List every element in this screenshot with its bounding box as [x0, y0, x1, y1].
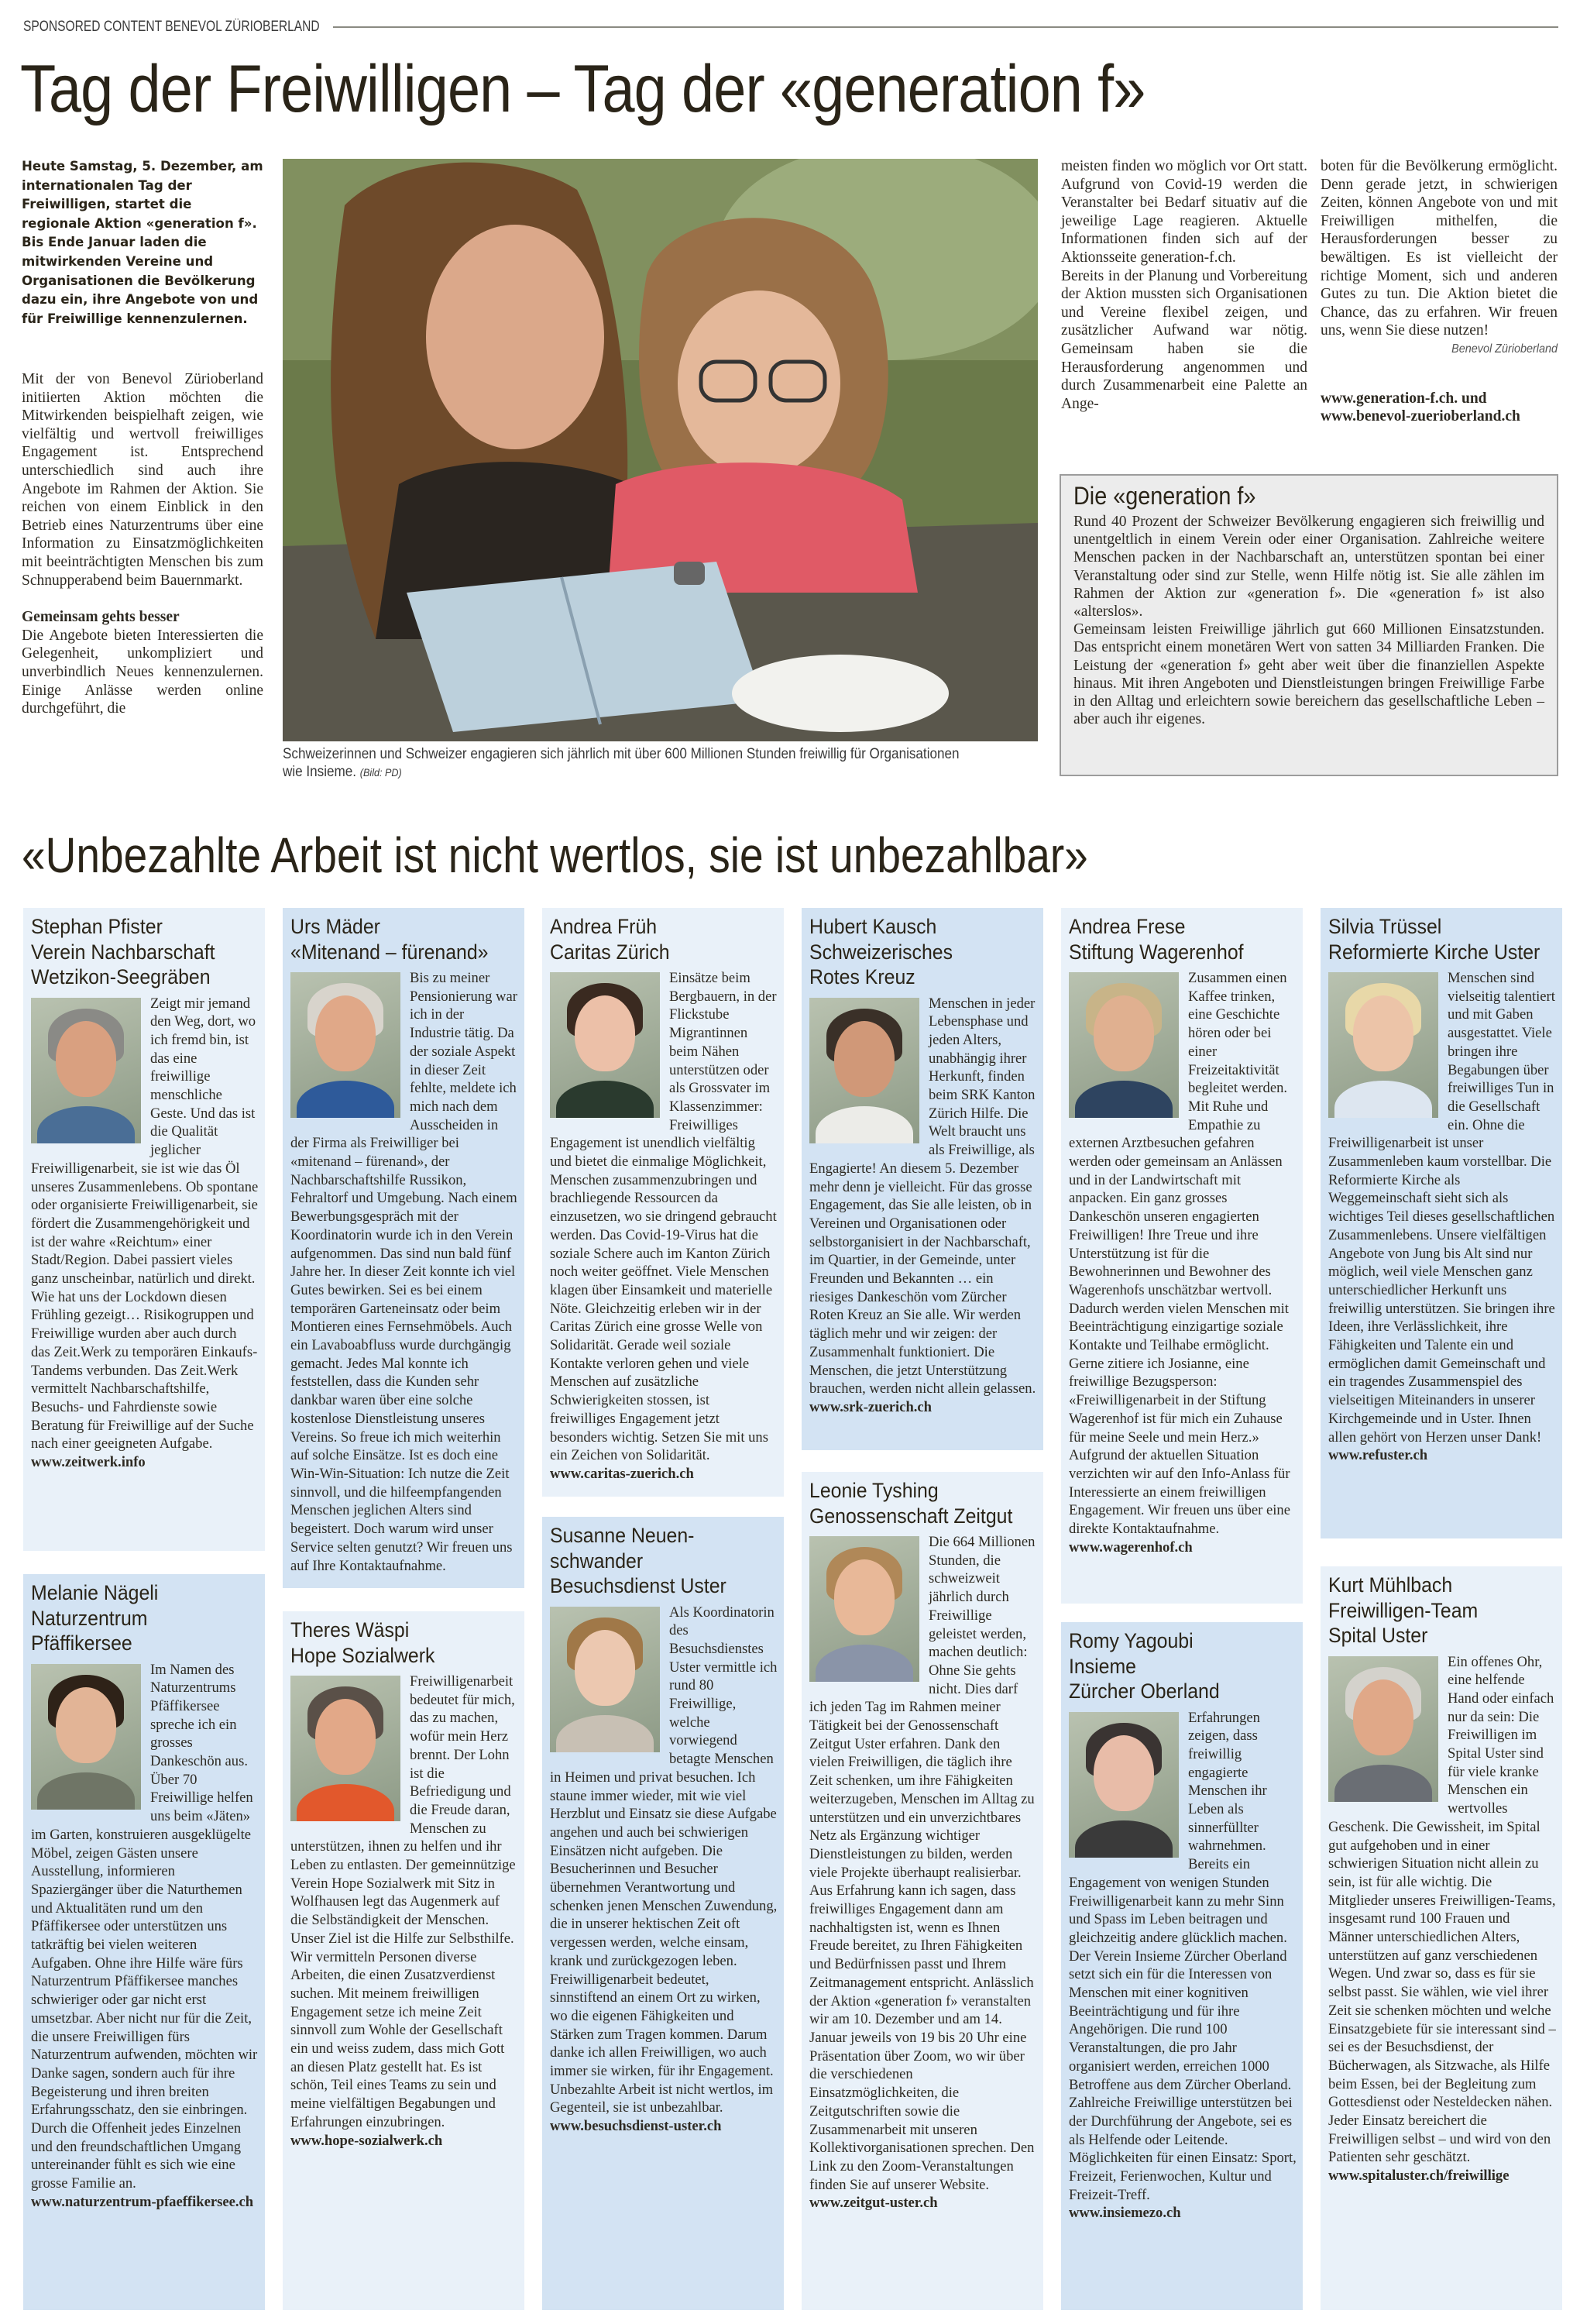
testimonial-card [542, 908, 784, 1497]
card-text: Erfahrungen zeigen, dass freiwillig engagierte Menschen ihr Leben als sinnerfüllter wahrnehmen. Bereits ein Engagement von wenigen Stunden Freiwilligenarbeit kann zu mehr Sinn und Spass im Leben beitragen und gleichzeitig andere glücklich machen. Der Verein Insieme Zürcher Oberland setzt sich ein für die Interessen von Menschen mit einer kognitiven Beeinträchtigung und für ihre Angehörigen. Die rund 100 Veranstaltungen, die pro Jahr organisiert werden, erreichen 1000 Betroffene aus dem Zürcher Oberland. Zahlreiche Freiwillige unterstützen bei der Durchführung der Angebote, sei es als Helfende oder Leitende. Möglichkeiten für einen Einsatz: Sport, Freizeit, Ferienwochen, Kultur und Freizeit-Treff. www.insiemezo.ch [1069, 1709, 1297, 2222]
portrait-photo [550, 972, 660, 1118]
portrait-photo [809, 998, 919, 1143]
organization-name: Hope Sozialwerk [290, 1643, 435, 1667]
portrait-face [315, 1699, 376, 1775]
card-link[interactable]: www.naturzentrum-pfaeffikersee.ch [31, 2193, 254, 2210]
person-name: Andrea Frese [1069, 915, 1186, 938]
portrait-face [1094, 995, 1154, 1071]
intro-paragraph: boten für die Bevölkerung ermöglicht. Denn gerade jetzt, in schwierigen Zeiten, können Angebote von und mit Freiwilligen mithelfen, die Herausforderungen besser zu bewältigen. Es ist vielleicht der richtige Moment, sich und anderen Gutes zu tun. Die Aktion bietet die Chance, das zu erfahren. Wir freuen uns, wenn Sie diese nutzen! [1321, 158, 1558, 339]
portrait-face [56, 1687, 116, 1763]
card-heading [550, 914, 759, 964]
card-heading [1069, 1628, 1278, 1704]
card-text: Im Namen des Naturzentrums Pfäffikersee spreche ich ein grosses Dankeschön aus. Über 70 Freiwillige helfen uns beim «Jäten» im Garten, konstruieren ausgeklügelte Möbel, zeigen Gästen unsere Ausstellung, informieren Spaziergänger über die Naturthemen und Aktualitäten rund um den Pfäffikersee oder unterstützen uns tatkräftig bei vielen weiteren Aufgaben. Ohne ihre Hilfe wäre fürs Naturzentrum Pfäffikersee manches schwieriger oder gar nicht erst umsetzbar. Aber nicht nur für die Zeit, die unsere Freiwilligen fürs Naturzentrum aufwenden, möchten wir Danke sagen, sondern auch für ihre Begeisterung und ihren breiten Erfahrungsschatz, den sie einbringen. Durch die Offenheit jedes Einzelnen und den freundschaftlichen Umgang untereinander fühlt es sich wie eine grosse Familie an. www.naturzentrum-pfaeffikersee.ch [31, 1661, 258, 2210]
person-name: Leonie Tyshing [809, 1479, 939, 1502]
portrait-photo [1069, 972, 1179, 1118]
portrait-face [575, 995, 635, 1071]
card-link[interactable]: www.hope-sozialwerk.ch [290, 2132, 443, 2149]
card-text: Freiwilligenarbeit bedeutet für mich, das zu machen, wofür mein Herz brennt. Der Lohn ist die Befriedigung und die Freude daran, Menschen zu unterstützen, ihnen zu helfen und ihr Leben zu entlasten. Der gemeinnützige Verein Hope Sozialwerk mit Sitz in Wolfhausen legt das Augenmerk auf die Selbständigkeit der Menschen. Unser Ziel ist die Hilfe zur Selbsthilfe. Wir vermitteln Personen diverse Arbeiten, die einen Zusatzverdienst suchen. Mit meinem freiwilligen Engagement setze ich meine Zeit sinnvoll zum Wohle der Gesellschaft ein und weiss zudem, dass mich Gott an diesen Platz gestellt hat. Es ist schön, Teil eines Teams zu sein und meine vielfältigen Begabungen und Erfahrungen einzubringen. www.hope-sozialwerk.ch [290, 1673, 516, 2149]
person-name: Romy Yagoubi [1069, 1629, 1194, 1652]
page-title: Tag der Freiwilligen – Tag der «generation f» [20, 52, 1146, 126]
section-kicker: SPONSORED CONTENT BENEVOL ZÜRIOBERLAND [23, 19, 320, 35]
generation-f-infobox [1060, 474, 1558, 776]
person-name: Hubert Kausch [809, 915, 937, 938]
kicker-rule [333, 26, 1558, 28]
person-name: Stephan Pfister [31, 915, 163, 938]
portrait-photo [31, 998, 141, 1143]
intro-subheading: Gemeinsam gehts besser [22, 609, 180, 626]
testimonial-card [283, 908, 524, 1588]
intro-column-3 [1061, 157, 1307, 413]
person-name: Silvia Trüssel [1328, 915, 1442, 938]
infobox-paragraph: Rund 40 Prozent der Schweizer Bevölkerung engagieren sich freiwillig und unentgeltlich in einem Verein oder einer Organisation. Zahlreiche weitere Menschen packen in der Nachbarschaft an, unterstützen spontan bei einer Veranstaltung oder sind zur Stelle, wenn Hilfe nötig ist. Sie alle zählen im Rahmen der Aktion zur «generation f». Die «generation f» ist also «alterslos». [1073, 514, 1544, 621]
person-name: Urs Mäder [290, 915, 380, 938]
intro-column-1 [22, 370, 263, 718]
portrait-shirt [37, 1772, 135, 1810]
organization-name: Rotes Kreuz [809, 965, 915, 988]
portrait-photo [31, 1664, 141, 1810]
portrait-photo [1069, 1712, 1179, 1858]
person-name: Kurt Mühlbach [1328, 1573, 1453, 1597]
portrait-photo [1328, 972, 1438, 1118]
portrait-photo [809, 1536, 919, 1682]
testimonial-card [1321, 908, 1562, 1538]
portrait-photo [290, 1676, 400, 1821]
organization-name: Naturzentrum [31, 1606, 148, 1630]
portrait-face [575, 1630, 635, 1706]
person-name: Theres Wäspi [290, 1618, 410, 1642]
volunteers-photo-illustration [283, 159, 1038, 741]
card-text: Als Koordinatorin des Besuchsdienstes Uster vermittle ich rund 80 Freiwillige, welche vorwiegend betagte Menschen in Heimen und privat besuchen. Ich staune immer wieder, mit wie viel Herzblut und Einsatz sie diese Aufgabe angehen und auch bei schwierigen Einsätzen nicht aufgeben. Die Besucherinnen und Besucher übernehmen Verantwortung und schenken jenen Menschen Zuwendung, die in unserer hektischen Zeit oft vergessen werden, welche einsam, krank und zurückgezogen leben. Freiwilligenarbeit bedeutet, sinnstiftend an einem Ort zu wirken, wo die eigenen Fähigkeiten und Stärken zum Tragen kommen. Darum danke ich allen Freiwilligen, wo auch immer sie wirken, für ihr Engagement. Unbezahlte Arbeit ist nicht wertlos, im Gegenteil, sie ist unbezahlbar. www.besuchsdienst-uster.ch [550, 1604, 778, 2135]
card-text: Zusammen einen Kaffee trinken, eine Geschichte hören oder bei einer Freizeitaktivität begleitet werden. Mit Ruhe und Empathie zu externen Arztbesuchen gefahren werden oder gemeinsam an Anlässen und in der Landwirtschaft mit anpacken. Ein ganz grosses Dankeschön unseren engagierten Freiwilligen! Ihre Treue und ihre Unterstützung ist für die Bewohnerinnen und Bewohner des Wagerenhofs unschätzbar wertvoll. Dadurch werden vielen Menschen mit Beeinträchtigung einzigartige soziale Kontakte und Teilhabe ermöglicht. Gerne zitiere ich Josianne, eine freiwillige Bezugsperson: «Freiwilligenarbeit in der Stiftung Wagerenhof ist für mich ein Zuhause für meine Seele und mein Herz.» Aufgrund der aktuellen Situation verzichten wir auf den Info-Anlass für Interessierte an einem freiwilligen Engagement. Wir freuen uns über eine direkte Kontaktaufnahme. www.wagerenhof.ch [1069, 970, 1290, 1556]
portrait-face [1094, 1735, 1154, 1811]
intro-column-4 [1321, 157, 1558, 426]
card-heading [809, 1478, 1018, 1528]
card-heading [31, 914, 240, 990]
card-link[interactable]: www.zeitgut-uster.ch [809, 2195, 938, 2212]
organization-name: Schweizerisches [809, 940, 953, 964]
testimonial-card [23, 1574, 265, 2310]
portrait-shirt [1334, 1765, 1432, 1802]
card-link[interactable]: www.wagerenhof.ch [1069, 1538, 1193, 1556]
card-link[interactable]: www.refuster.ch [1328, 1447, 1428, 1464]
card-text: Einsätze beim Bergbauern, in der Flickstube Migrantinnen beim Nähen unterstützen oder als Grossvater im Klassenzimmer: Freiwilliges Engagement ist unendlich vielfältig und bietet die einmalige Möglichkeit, Menschen zusammenzubringen und brachliegende Ressourcen da einzusetzen, wo sie dringend gebraucht werden. Das Covid-19-Virus hat die soziale Schere auch im Kanton Zürich noch weiter geöffnet. Viele Menschen klagen über Einsamkeit und materielle Nöte. Gleichzeitig erleben wir in der Caritas Zürich eine grosse Welle von Solidarität. Gerade weil soziale Kontakte verloren gehen und viele Menschen auf zusätzliche Schwierigkeiten stossen, ist freiwilliges Engagement jetzt besonders wichtig. Setzen Sie mit uns ein Zeichen von Solidarität. www.caritas-zuerich.ch [550, 970, 777, 1482]
intro-paragraph: Mit der von Benevol Zürioberland initiierten Aktion möchten die Mitwirkenden beispielhaft zeigen, wie vielfältig und wertvoll freiwilliges Engagement ist. Entsprechend unterschiedlich sind auch ihre Angebote im Rahmen der Aktion. Sie reichen von einem Einblick in den Betrieb eines Naturzentrums über eine Information zu Einsatzmöglichkeiten mit beeinträchtigten Menschen bis zum Schnupperabend beim Bauernmarkt. [22, 371, 263, 589]
card-link[interactable]: www.srk-zuerich.ch [809, 1398, 933, 1415]
card-heading [809, 914, 1018, 990]
portrait-photo [290, 972, 400, 1118]
portrait-shirt [297, 1784, 394, 1821]
caption-text: Schweizerinnen und Schweizer engagieren sich jährlich mit über 600 Millionen Stunden freiwillig für Organisationen wie Insieme. [283, 746, 960, 780]
intro-links[interactable]: www.generation-f.ch. und www.benevol-zuerioberland.ch [1321, 390, 1520, 425]
portrait-shirt [816, 1106, 913, 1143]
infobox-paragraph: Gemeinsam leisten Freiwillige jährlich gut 660 Millionen Einsatzstunden. Das entspricht einem monetären Wert von satten 34 Milliarden Franken. Die Leistung der «generation f» geht aber weit über die finanziellen Aspekte hinaus. Mit ihren Angeboten und Dienstleistungen bringen Freiwillige Farbe in den Alltag und erleichtern sowie bereichern das gesellschaftliche Leben – aber auch ihr eigenes. [1073, 621, 1544, 728]
portrait-face [1353, 995, 1413, 1071]
card-text: Menschen sind vielseitig talentiert und mit Gaben ausgestattet. Viele bringen ihre Begabungen über freiwilliges Tun in die Gesellschaft ein. Ohne die Freiwilligenarbeit ist unser Zusammenleben kaum vorstellbar. Die Reformierte Kirche als Weggemeinschaft sieht sich als wichtiges Teil dieses gesellschaftlichen Zusammenlebens. Unsere vielfältigen Angebote von Jung bis Alt sind nur möglich, weil viele Menschen ganz unterschiedlicher Herkunft uns freiwillig unterstützen. Sie bringen ihre Ideen, ihre Verlässlichkeit, ihre Fähigkeiten und Talente ein und ermöglichen damit Gemeinschaft und ein tragendes Zusammenspiel des vielseitigen Miteinanders in unserer Kirchgemeinde und in Uster. Ihnen allen gehört von Herzen unser Dank! www.refuster.ch [1328, 970, 1555, 1464]
organization-name: Stiftung Wagerenhof [1069, 940, 1244, 964]
photo-caption [283, 745, 963, 782]
organization-name: schwander [550, 1549, 644, 1573]
card-text: Bis zu meiner Pensionierung war ich in der Industrie tätig. Da der soziale Aspekt in dieser Zeit fehlte, meldete ich mich nach dem Ausscheiden in der Firma als Freiwilliger bei «mitenand – fürenand», der Nachbarschaftshilfe Russikon, Fehraltorf und Umgebung. Nach einem Bewerbungsgespräch mit der Koordinatorin wurde ich in den Verein aufgenommen. Das sind nun bald fünf Jahre her. In dieser Zeit konnte ich viel Gutes bewirken. Sei es bei einem temporären Garteneinsatz oder beim Montieren eines Fernsehmöbels. Auch ein Lavaboabfluss wurde durchgängig gemacht. Jedes Mal konnte ich feststellen, dass die Kunden sehr dankbar waren über eine solche kostenlose Dienstleistung unseres Vereins. So freue ich mich weiterhin auf solche Einsätze. Ist es doch eine Win-Win-Situation: Ich nutze die Zeit sinnvoll, und die hilfeempfangenden Menschen jeglichen Alters sind begeistert. Doch warum wird unser Service selten genutzt? Wir freuen uns auf Ihre Kontaktaufnahme. [290, 970, 517, 1574]
testimonial-card [802, 1472, 1043, 2310]
portrait-face [56, 1021, 116, 1097]
card-heading [1328, 1573, 1537, 1648]
person-name: Andrea Früh [550, 915, 658, 938]
organization-name: Caritas Zürich [550, 940, 670, 964]
card-text: Menschen in jeder Lebensphase und jeden Alters, unabhängig ihrer Herkunft, finden beim SRK Kanton Zürich Hilfe. Die Welt braucht uns als Freiwillige, als Engagierte! An diesem 5. Dezember mehr denn je vielleicht. Für das grosse Engagement, das Sie alle leisten, ob in Vereinen und Organisationen oder selbstorganisiert in der Nachbarschaft, im Quartier, in der Gemeinde, unter Freunden und Bekannten … ein riesiges Dankeschön vom Zürcher Roten Kreuz an Sie alle. Wir werden täglich mehr und wir zeigen: der Zusammenhalt funktioniert. Die Menschen, die jetzt Unterstützung brauchen, werden nicht allein gelassen. www.srk-zuerich.ch [809, 995, 1036, 1415]
testimonial-card [23, 908, 265, 1551]
intro-paragraph: Bereits in der Planung und Vorbereitung der Aktion mussten sich Organisationen und Vereine flexibel zeigen, und zusätzlicher Aufwand war nötig. Gemeinsam haben sie die Herausforderung angenommen und durch Zusammenarbeit eine Palette an Ange- [1061, 267, 1307, 412]
organization-name: Reformierte Kirche Uster [1328, 940, 1540, 964]
portrait-shirt [556, 1715, 654, 1752]
card-link[interactable]: www.zeitwerk.info [31, 1454, 146, 1471]
testimonial-card [1061, 908, 1303, 1604]
portrait-face [834, 1021, 895, 1097]
intro-paragraph: meisten finden wo möglich vor Ort statt. Aufgrund von Covid-19 werden die Veranstalter bei Bedarf situativ auf die jeweilige Lage reagieren. Aktuelle Informationen finden sich auf der Aktionsseite generation-f.ch. [1061, 158, 1307, 266]
organization-name: Spital Uster [1328, 1624, 1428, 1647]
testimonial-card [283, 1611, 524, 2310]
portrait-shirt [556, 1081, 654, 1118]
organization-name: Insieme [1069, 1654, 1136, 1678]
card-link[interactable]: www.insiemezo.ch [1069, 2205, 1181, 2222]
person-name: Melanie Nägeli [31, 1581, 159, 1604]
card-text: Zeigt mir jemand den Weg, dort, wo ich fremd bin, ist das eine freiwillige menschliche Geste. Und das ist die Qualität jeglicher Freiwilligenarbeit, sie ist wie das Öl unseres Zusammenlebens. Ob spontane oder organisierte Freiwilligenarbeit, sie fördert die Zusammengehörigkeit und ist der wahre «Reichtum» einer Stadt/Region. Dabei passiert vieles ganz unscheinbar, natürlich und direkt. Wie hat uns der Lockdown diesen Frühling gezeigt… Risikogruppen und Freiwillige wurden aber auch durch das Zeit.Werk zu temporären Einkaufs-Tandems verbunden. Das Zeit.Werk vermittelt Nachbarschaftshilfe, Besuchs- und Fahrdienste sowie Beratung für Freiwillige auf der Suche nach einer geeigneten Aufgabe. www.zeitwerk.info [31, 995, 259, 1471]
card-text: Ein offenes Ohr, eine helfende Hand oder einfach nur da sein: Die Freiwilligen im Spital Uster sind für viele kranke Menschen ein wertvolles Geschenk. Die Gewissheit, im Spital gut aufgehoben und in einer schwierigen Situation nicht allein zu sein, ist für alle wichtig. Die Mitglieder unseres Freiwilligen-Teams, insgesamt rund 100 Frauen und Männer unterschiedlichen Alters, unterstützen auf ganz verschiedenen Wegen. Und zwar so, dass es für sie selbst passt. Sie wählen, wie viel ihrer Zeit sie schenken möchten und welche Einsatzgebiete für sie interessant sind – sei es der Besuchsdienst, der Bücherwagen, als Sitzwache, als Hilfe beim Essen, bei der Begleitung zum Gottesdienst oder Nesteldecken nähen. Jeder Einsatz bereichert die Freiwilligen selbst – und wird von den Patienten sehr geschätzt. www.spitaluster.ch/freiwillige [1328, 1653, 1556, 2185]
portrait-shirt [816, 1645, 913, 1682]
card-link[interactable]: www.besuchsdienst-uster.ch [550, 2118, 722, 2135]
main-photo [283, 159, 1038, 741]
portrait-photo [1328, 1656, 1438, 1802]
intro-paragraph: Die Angebote bieten Interessierten die Gelegenheit, unkompliziert und unverbindlich Neues kennenzulernen. Einige Anlässe werden online durchgeführt, die [22, 627, 263, 717]
portrait-shirt [37, 1106, 135, 1143]
organization-name: Freiwilligen-Team [1328, 1598, 1479, 1622]
card-text: Die 664 Millionen Stunden, die schweizweit jährlich durch Freiwillige geleistet werden, machen deutlich: Ohne Sie gehts nicht. Dies darf ich jeden Tag im Rahmen meiner Tätigkeit bei der Genossenschaft Zeitgut Uster erfahren. Dank den vielen Freiwilligen, die täglich ihre Zeit schenken, um ihre Fähigkeiten weiterzugeben, Menschen im Alltag zu unterstützen und ein unverzichtbares Netz als Ergänzung wichtiger Dienstleistungen zu bilden, werden viele Projekte überhaupt realisierbar. Aus Erfahrung kann ich sagen, dass freiwilliges Engagement dann am nachhaltigsten ist, wenn es Ihnen Freude bereitet, zu Ihren Fähigkeiten und Bedürfnissen passt und Ihrem Zeitmanagement entspricht. Anlässlich der Aktion «generation f» veranstalten wir am 10. Dezember und am 14. Januar jeweils von 19 bis 20 Uhr eine Präsentation über Zoom, wo wir über die verschiedenen Einsatzmöglichkeiten, die Zeitgutschriften sowie die Zusammenarbeit mit unseren Kollektivorganisationen sprechen. Den Link zu den Zoom-Veranstaltungen finden Sie auf unserer Website. www.zeitgut-uster.ch [809, 1534, 1036, 2212]
portrait-photo [550, 1607, 660, 1752]
portrait-shirt [297, 1081, 394, 1118]
testimonial-card [802, 908, 1043, 1450]
section-headline: «Unbezahlte Arbeit ist nicht wertlos, sie ist unbezahlbar» [22, 827, 1088, 883]
card-link[interactable]: www.spitaluster.ch/freiwillige [1328, 2168, 1510, 2185]
portrait-face [315, 995, 376, 1071]
card-heading [290, 914, 500, 964]
organization-name: «Mitenand – fürenand» [290, 940, 489, 964]
intro-lead: Heute Samstag, 5. Dezember, am internationalen Tag der Freiwilligen, startet die regionale Aktion «generation f». Bis Ende Januar laden die mitwirkenden Vereine und Organisationen die Bevölkerung dazu ein, ihre Angebote von und für Freiwillige kennenzulernen. [22, 159, 263, 326]
testimonial-card [1321, 1566, 1562, 2310]
card-heading [31, 1580, 240, 1656]
card-link[interactable]: www.caritas-zuerich.ch [550, 1465, 694, 1482]
caption-credit: (Bild: PD) [359, 766, 402, 779]
card-heading [1328, 914, 1540, 964]
card-heading [550, 1523, 759, 1599]
organization-name: Zürcher Oberland [1069, 1679, 1220, 1703]
testimonial-card [542, 1517, 784, 2310]
organization-name: Genossenschaft Zeitgut [809, 1504, 1013, 1528]
card-heading [1069, 914, 1278, 964]
card-heading [290, 1618, 500, 1668]
organization-name: Pfäffikersee [31, 1631, 132, 1655]
portrait-face [834, 1559, 895, 1635]
organization-name: Besuchsdienst Uster [550, 1574, 726, 1597]
portrait-shirt [1075, 1820, 1173, 1858]
portrait-shirt [1075, 1081, 1173, 1118]
testimonial-card [1061, 1622, 1303, 2310]
portrait-shirt [1334, 1081, 1432, 1118]
signature: Benevol Zürioberland [1451, 342, 1558, 356]
organization-name: Wetzikon-Seegräben [31, 965, 211, 988]
person-name: Susanne Neuen- [550, 1524, 695, 1547]
organization-name: Verein Nachbarschaft [31, 940, 215, 964]
portrait-face [1353, 1679, 1413, 1755]
infobox-title: Die «generation f» [1073, 482, 1256, 510]
